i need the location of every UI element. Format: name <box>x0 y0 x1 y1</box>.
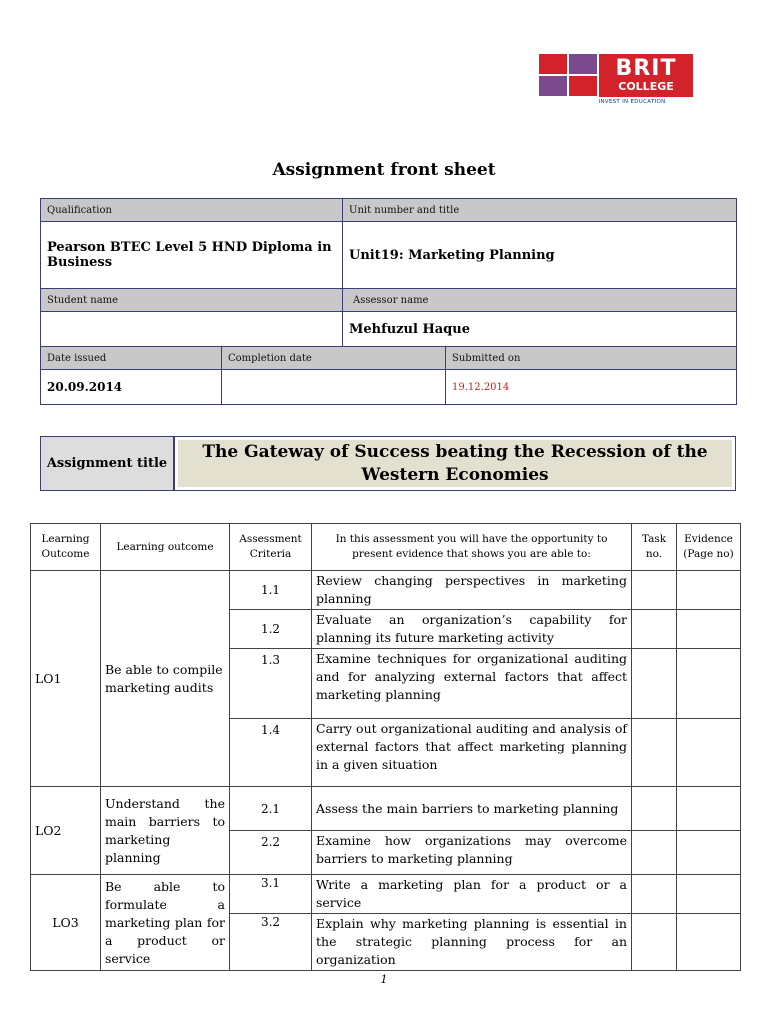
criteria-text: Write a marketing plan for a product or a service <box>312 875 632 914</box>
completion-date-field[interactable] <box>222 370 446 405</box>
evidence-page-cell[interactable] <box>677 649 741 719</box>
task-no-cell[interactable] <box>632 831 677 875</box>
evidence-page-cell[interactable] <box>677 914 741 971</box>
evidence-page-cell[interactable] <box>677 875 741 914</box>
task-no-cell[interactable] <box>632 571 677 610</box>
evidence-page-cell[interactable] <box>677 831 741 875</box>
header-assessment-criteria: Assessment Criteria <box>230 524 312 571</box>
lo-code: LO1 <box>31 571 101 787</box>
submitted-on-value: 19.12.2014 <box>446 370 737 405</box>
criteria-number: 1.2 <box>230 610 312 649</box>
header-evidence-page: Evidence (Page no) <box>677 524 741 571</box>
criteria-text: Explain why marketing planning is essential in the strategic planning process for an organization <box>312 914 632 971</box>
lo-code: LO2 <box>31 787 101 875</box>
front-sheet-table <box>40 198 737 405</box>
assignment-title-label: Assignment title <box>40 436 174 491</box>
task-no-cell[interactable] <box>632 610 677 649</box>
assignment-title-text: The Gateway of Success beating the Recession of the Western Economies <box>178 440 732 487</box>
criteria-text: Review changing perspectives in marketing planning <box>312 571 632 610</box>
submitted-on-label: Submitted on <box>446 347 737 370</box>
page-title: Assignment front sheet <box>272 160 496 180</box>
unit-value: Unit19: Marketing Planning <box>343 222 737 289</box>
header-evidence-description: In this assessment you will have the opportunity to present evidence that shows you are able to: <box>312 524 632 571</box>
qualification-label: Qualification <box>41 199 343 222</box>
table-row <box>31 787 741 831</box>
learning-outcomes-table <box>30 523 741 971</box>
criteria-text: Examine techniques for organizational auditing and for analyzing external factors that affect marketing planning <box>312 649 632 719</box>
header-learning-outcome: Learning outcome <box>101 524 230 571</box>
completion-date-label: Completion date <box>222 347 446 370</box>
criteria-text: Evaluate an organization’s capability for planning its future marketing activity <box>312 610 632 649</box>
lo-outcome: Be able to compile marketing audits <box>101 571 230 787</box>
logo-square-3 <box>539 76 567 96</box>
task-no-cell[interactable] <box>632 719 677 787</box>
criteria-number: 1.4 <box>230 719 312 787</box>
unit-label: Unit number and title <box>343 199 737 222</box>
header-task-no: Task no. <box>632 524 677 571</box>
table-row <box>31 571 741 610</box>
logo-square-4 <box>569 76 597 96</box>
assignment-title-box <box>40 436 736 491</box>
table-header-row <box>31 524 741 571</box>
criteria-text: Assess the main barriers to marketing planning <box>312 787 632 831</box>
logo-tagline: INVEST IN EDUCATION <box>598 99 666 105</box>
criteria-text: Examine how organizations may overcome barriers to marketing planning <box>312 831 632 875</box>
criteria-number: 1.1 <box>230 571 312 610</box>
table-row <box>31 875 741 914</box>
task-no-cell[interactable] <box>632 914 677 971</box>
task-no-cell[interactable] <box>632 875 677 914</box>
logo-square-1 <box>539 54 567 74</box>
evidence-page-cell[interactable] <box>677 610 741 649</box>
criteria-number: 2.2 <box>230 831 312 875</box>
header-learning-outcome-code: Learning Outcome <box>31 524 101 571</box>
logo-brand: BRIT <box>615 56 677 81</box>
page-number: 1 <box>380 973 388 986</box>
student-name-field[interactable] <box>41 312 343 347</box>
date-issued-label: Date issued <box>41 347 222 370</box>
lo-outcome: Understand the main barriers to marketing planning <box>101 787 230 875</box>
brit-college-logo <box>539 54 695 110</box>
logo-square-2 <box>569 54 597 74</box>
evidence-page-cell[interactable] <box>677 719 741 787</box>
evidence-page-cell[interactable] <box>677 787 741 831</box>
assessor-name-value: Mehfuzul Haque <box>343 312 737 347</box>
qualification-value: Pearson BTEC Level 5 HND Diploma in Business <box>41 222 343 289</box>
assignment-title-frame <box>174 436 736 491</box>
criteria-number: 1.3 <box>230 649 312 719</box>
criteria-number: 2.1 <box>230 787 312 831</box>
student-name-label: Student name <box>41 289 343 312</box>
criteria-number: 3.2 <box>230 914 312 971</box>
task-no-cell[interactable] <box>632 649 677 719</box>
logo-sub: COLLEGE <box>618 80 674 93</box>
assessor-name-label: Assessor name <box>343 289 737 312</box>
date-issued-value: 20.09.2014 <box>41 370 222 405</box>
criteria-text: Carry out organizational auditing and analysis of external factors that affect marketing planning in a given situation <box>312 719 632 787</box>
lo-outcome: Be able to formulate a marketing plan for a product or service <box>101 875 230 971</box>
lo-code: LO3 <box>31 875 101 971</box>
evidence-page-cell[interactable] <box>677 571 741 610</box>
task-no-cell[interactable] <box>632 787 677 831</box>
criteria-number: 3.1 <box>230 875 312 914</box>
logo-wordmark-box <box>599 54 693 97</box>
